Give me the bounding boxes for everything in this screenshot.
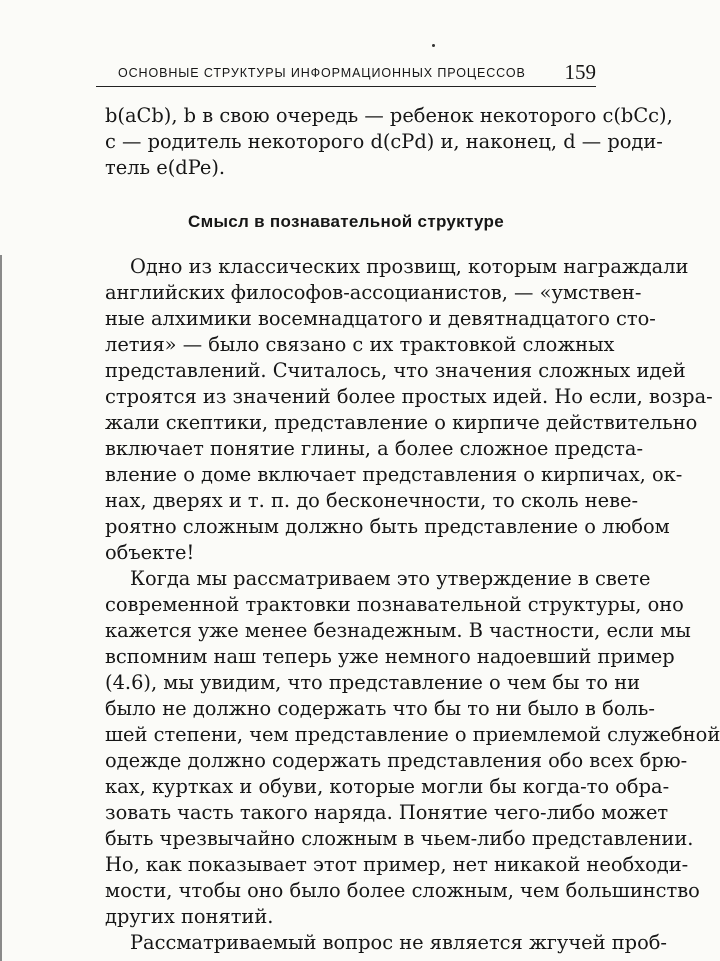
text-line: тель e(dPe).: [105, 156, 226, 179]
print-speck: [432, 44, 435, 47]
text-line: быть чрезвычайно сложным в чьем-либо представлении.: [105, 827, 694, 850]
text-line: шей степени, чем представление о приемлемой служебной: [105, 723, 720, 746]
text-line: нах, дверях и т. п. до бесконечности, то сколь неве-: [105, 489, 639, 512]
text-line: Одно из классических прозвищ, которым награждали: [130, 255, 689, 278]
text-line: представлений. Считалось, что значения сложных идей: [105, 359, 686, 382]
text-line: современной трактовки познавательной структуры, оно: [105, 593, 684, 616]
text-line: зовать часть такого наряда. Понятие чего-либо может: [105, 801, 669, 824]
text-line: английских философов-ассоцианистов, — «умствен-: [105, 281, 642, 304]
scan-edge-shadow: [0, 255, 2, 961]
text-line: других понятий.: [105, 905, 274, 928]
text-line: роятно сложным должно быть представление о любом: [105, 515, 670, 538]
text-line: c — родитель некоторого d(cPd) и, наконец, d — роди-: [105, 130, 663, 153]
text-line: одежде должно содержать представления обо всех брю-: [105, 749, 688, 772]
text-line: объекте!: [105, 541, 195, 564]
text-line: вспомним наш теперь уже немного надоевший пример: [105, 645, 675, 668]
text-line: строятся из значений более простых идей. Но если, возра-: [105, 385, 713, 408]
page-number: 159: [564, 60, 596, 84]
text-line: включает понятие глины, а более сложное предста-: [105, 437, 643, 460]
text-line: жали скептики, представление о кирпиче действительно: [105, 411, 698, 434]
text-line: Но, как показывает этот пример, нет никакой необходи-: [105, 853, 689, 876]
text-line: было не должно содержать что бы то ни было в боль-: [105, 697, 655, 720]
text-line: вление о доме включает представления о кирпичах, ок-: [105, 463, 683, 486]
text-line: Когда мы рассматриваем это утверждение в свете: [130, 567, 651, 590]
section-heading: Смысл в познавательной структуре: [188, 212, 504, 231]
text-line: мости, чтобы оно было более сложным, чем большинство: [105, 879, 700, 902]
text-line: b(aCb), b в свою очередь — ребенок некоторого c(bCc),: [105, 104, 673, 127]
text-line: кажется уже менее безнадежным. В частности, если мы: [105, 619, 691, 642]
text-line: (4.6), мы увидим, что представление о чем бы то ни: [105, 671, 641, 694]
text-line: ные алхимики восемнадцатого и девятнадцатого сто-: [105, 307, 656, 330]
text-line: ках, куртках и обуви, которые могли бы когда-то обра-: [105, 775, 670, 798]
text-line: летия» — было связано с их трактовкой сложных: [105, 333, 615, 356]
running-header: [96, 60, 596, 87]
running-title: ОСНОВНЫЕ СТРУКТУРЫ ИНФОРМАЦИОННЫХ ПРОЦЕССОВ: [118, 66, 526, 80]
text-line: Рассматриваемый вопрос не является жгучей проб-: [130, 931, 667, 954]
